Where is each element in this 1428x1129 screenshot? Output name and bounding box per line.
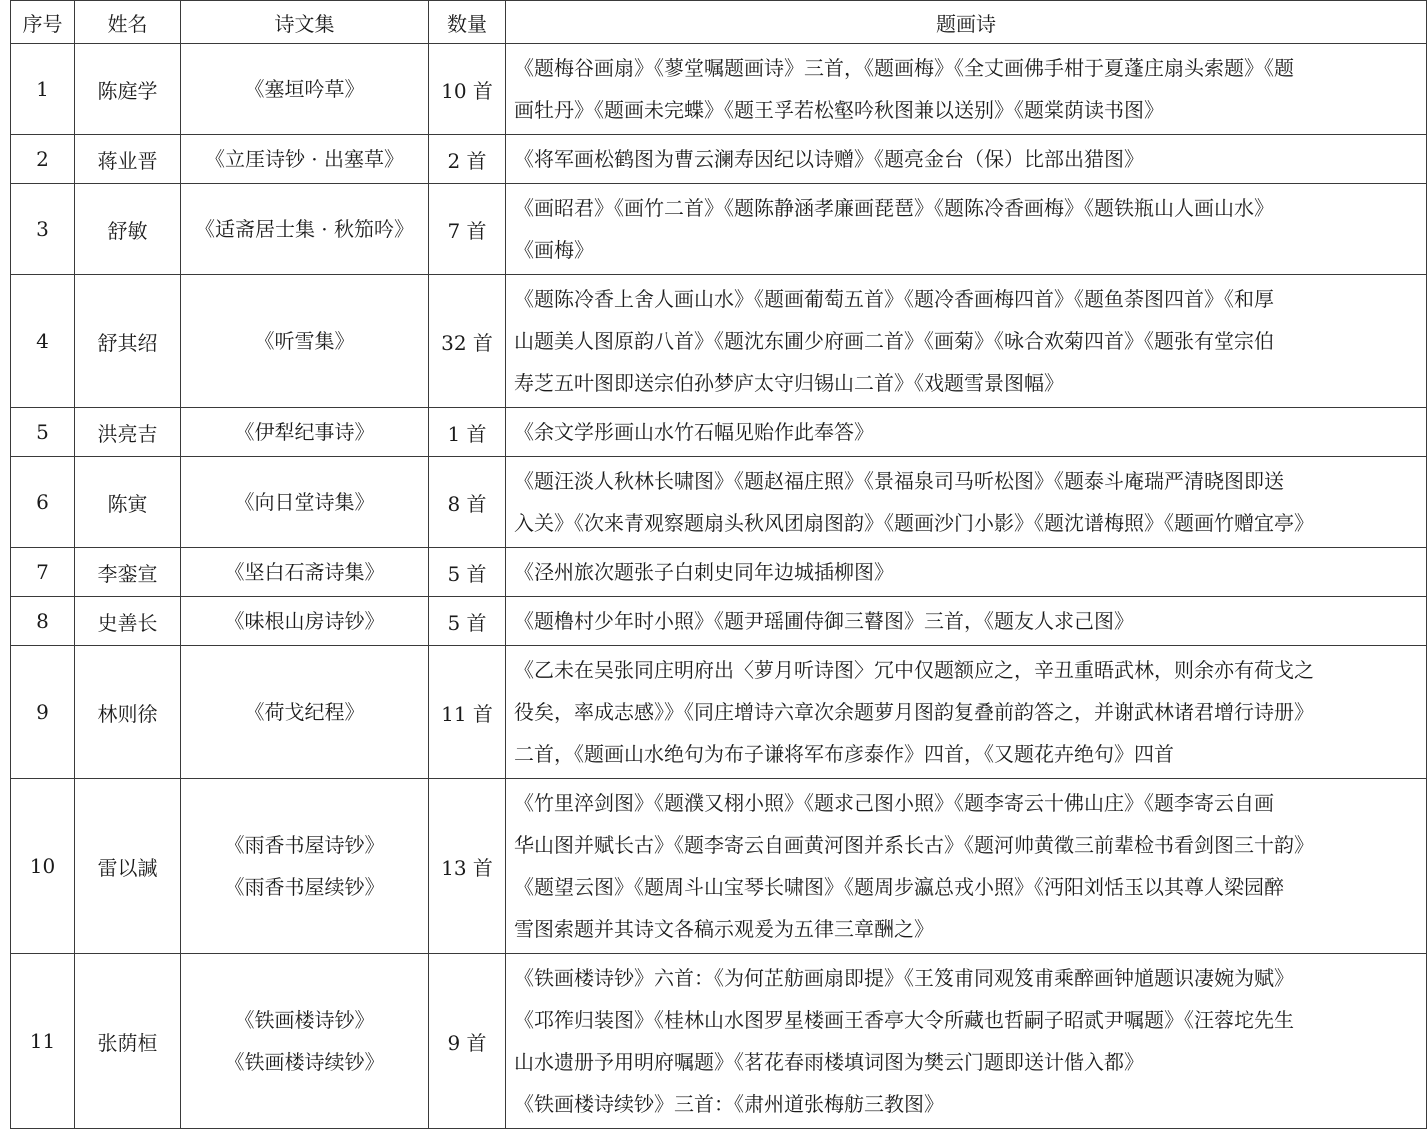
collection-title: 《听雪集》	[254, 329, 355, 353]
table-row	[11, 548, 1427, 597]
row-index: 5	[11, 408, 75, 457]
row-index: 11	[11, 954, 75, 1129]
row-index: 8	[11, 597, 75, 646]
poems-cell	[506, 779, 1427, 954]
header-collection: 诗文集	[181, 1, 429, 44]
poet-name: 陈寅	[75, 457, 181, 548]
table-row	[11, 44, 1427, 135]
poet-name: 洪亮吉	[75, 408, 181, 457]
row-index: 9	[11, 646, 75, 779]
poem-line: 寿芝五叶图即送宗伯孙梦庐太守归锡山二首》《戏题雪景图幅》	[514, 371, 1064, 395]
poem-line: 《铁画楼诗续钞》三首：《肃州道张梅舫三教图》	[514, 1092, 944, 1116]
table-row	[11, 457, 1427, 548]
poet-name: 陈庭学	[75, 44, 181, 135]
collection-title: 《雨香书屋诗钞》	[224, 833, 385, 857]
poem-line: 《画梅》	[514, 238, 594, 262]
collection-cell	[181, 408, 429, 457]
poem-line: 《题梅谷画扇》《蓼堂嘱题画诗》三首，《题画梅》《全丈画佛手柑于夏蓬庄扇头索题》《题	[514, 56, 1294, 80]
poem-line: 《题陈冷香上舍人画山水》《题画葡萄五首》《题冷香画梅四首》《题鱼荼图四首》《和厚	[514, 287, 1274, 311]
poems-cell	[506, 954, 1427, 1129]
poem-count: 2 首	[429, 135, 506, 184]
table-row	[11, 275, 1427, 408]
poem-line: 山水遗册予用明府嘱题》《茗花春雨楼填词图为樊云门题即送计偕入都》	[514, 1050, 1144, 1074]
poem-count: 1 首	[429, 408, 506, 457]
poem-count: 7 首	[429, 184, 506, 275]
header-name: 姓名	[75, 1, 181, 44]
poem-line: 役矣，率成志感》》《同庄增诗六章次余题萝月图韵复叠前韵答之，并谢武林诸君增行诗册》	[514, 700, 1314, 724]
poet-name: 雷以諴	[75, 779, 181, 954]
poet-name: 张荫桓	[75, 954, 181, 1129]
row-index: 4	[11, 275, 75, 408]
collection-cell	[181, 548, 429, 597]
header-count: 数量	[429, 1, 506, 44]
collection-cell	[181, 457, 429, 548]
collection-title: 《塞垣吟草》	[244, 77, 365, 101]
collection-title: 《伊犁纪事诗》	[234, 420, 375, 444]
poet-name: 史善长	[75, 597, 181, 646]
poet-name: 舒敏	[75, 184, 181, 275]
poem-line: 雪图索题并其诗文各稿示观爰为五律三章酬之》	[514, 917, 934, 941]
collection-title: 《铁画楼诗钞》	[234, 1008, 375, 1032]
poet-name: 李銮宣	[75, 548, 181, 597]
poem-line: 二首，《题画山水绝句为布子谦将军布彦泰作》四首，《又题花卉绝句》四首	[514, 742, 1174, 766]
poem-count: 5 首	[429, 548, 506, 597]
poem-line: 山题美人图原韵八首》《题沈东圃少府画二首》《画菊》《咏合欢菊四首》《题张有堂宗伯	[514, 329, 1274, 353]
poem-line: 《余文学彤画山水竹石幅见贻作此奉答》	[514, 420, 874, 444]
table-row	[11, 184, 1427, 275]
poem-line: 《乙未在吴张同庄明府出〈萝月听诗图〉冗中仅题额应之，辛丑重晤武林，则余亦有荷戈之	[514, 658, 1314, 682]
poem-count: 5 首	[429, 597, 506, 646]
table-row	[11, 597, 1427, 646]
collection-cell	[181, 135, 429, 184]
row-index: 2	[11, 135, 75, 184]
collection-title: 《立厓诗钞 · 出塞草》	[204, 147, 405, 171]
poet-name: 蒋业晋	[75, 135, 181, 184]
poem-line: 入关》《次来青观察题扇头秋风团扇图韵》《题画沙门小影》《题沈谱梅照》《题画竹赠宜亭》	[514, 511, 1314, 535]
poem-line: 《铁画楼诗钞》六首：《为何芷舫画扇即提》《王笈甫同观笈甫乘醉画钟馗题识凄婉为赋》	[514, 966, 1294, 990]
poems-cell	[506, 275, 1427, 408]
poem-line: 《泾州旅次题张子白刺史同年边城插柳图》	[514, 560, 894, 584]
collection-title: 《适斋居士集 · 秋笳吟》	[194, 217, 415, 241]
collection-cell	[181, 954, 429, 1129]
collection-title: 《荷戈纪程》	[244, 700, 365, 724]
collection-title: 《铁画楼诗续钞》	[224, 1050, 385, 1074]
poem-line: 《题望云图》《题周斗山宝琴长啸图》《题周步瀛总戎小照》《沔阳刘恬玉以其尊人梁园醉	[514, 875, 1284, 899]
poem-line: 画牡丹》《题画未完蝶》《题王孚若松壑吟秋图兼以送别》《题棠荫读书图》	[514, 98, 1164, 122]
collection-cell	[181, 597, 429, 646]
collection-cell	[181, 184, 429, 275]
collection-cell	[181, 646, 429, 779]
poem-count: 11 首	[429, 646, 506, 779]
poem-line: 《竹里淬剑图》《题濮又栩小照》《题求己图小照》《题李寄云十佛山庄》《题李寄云自画	[514, 791, 1274, 815]
collection-title: 《向日堂诗集》	[234, 490, 375, 514]
poem-count: 10 首	[429, 44, 506, 135]
collection-cell	[181, 275, 429, 408]
collection-cell	[181, 779, 429, 954]
table-row	[11, 646, 1427, 779]
poems-cell	[506, 597, 1427, 646]
table-row	[11, 408, 1427, 457]
poet-name: 舒其绍	[75, 275, 181, 408]
row-index: 1	[11, 44, 75, 135]
poem-line: 《将军画松鹤图为曹云澜寿因纪以诗赠》《题亮金台（保）比部出猎图》	[514, 147, 1144, 171]
row-index: 7	[11, 548, 75, 597]
poem-count: 13 首	[429, 779, 506, 954]
row-index: 3	[11, 184, 75, 275]
collection-title: 《坚白石斋诗集》	[224, 560, 385, 584]
table-row	[11, 135, 1427, 184]
poem-line: 《邛筰归装图》《桂林山水图罗星楼画王香亭大令所藏也哲嗣子昭贰尹嘱题》《汪蓉坨先生	[514, 1008, 1294, 1032]
poem-count: 9 首	[429, 954, 506, 1129]
header-poems: 题画诗	[506, 1, 1427, 44]
poem-line: 华山图并赋长古》《题李寄云自画黄河图并系长古》《题河帅黄徵三前辈检书看剑图三十韵》	[514, 833, 1314, 857]
poems-cell	[506, 646, 1427, 779]
header-row	[11, 1, 1427, 44]
collection-title: 《雨香书屋续钞》	[224, 875, 385, 899]
poems-cell	[506, 44, 1427, 135]
poems-cell	[506, 135, 1427, 184]
poem-line: 《画昭君》《画竹二首》《题陈静涵孝廉画琵琶》《题陈冷香画梅》《题铁瓶山人画山水》	[514, 196, 1274, 220]
table-row	[11, 779, 1427, 954]
header-index: 序号	[11, 1, 75, 44]
collection-cell	[181, 44, 429, 135]
poem-line: 《题橹村少年时小照》《题尹瑶圃侍御三瞽图》三首，《题友人求己图》	[514, 609, 1134, 633]
poems-cell	[506, 457, 1427, 548]
poems-cell	[506, 548, 1427, 597]
poems-cell	[506, 408, 1427, 457]
row-index: 6	[11, 457, 75, 548]
poems-cell	[506, 184, 1427, 275]
poem-line: 《题汪淡人秋林长啸图》《题赵福庄照》《景福泉司马听松图》《题泰斗庵瑞严清晓图即送	[514, 469, 1284, 493]
row-index: 10	[11, 779, 75, 954]
collection-title: 《味根山房诗钞》	[224, 609, 385, 633]
poem-count: 8 首	[429, 457, 506, 548]
poetry-table	[10, 0, 1427, 1129]
poem-count: 32 首	[429, 275, 506, 408]
poet-name: 林则徐	[75, 646, 181, 779]
table-row	[11, 954, 1427, 1129]
